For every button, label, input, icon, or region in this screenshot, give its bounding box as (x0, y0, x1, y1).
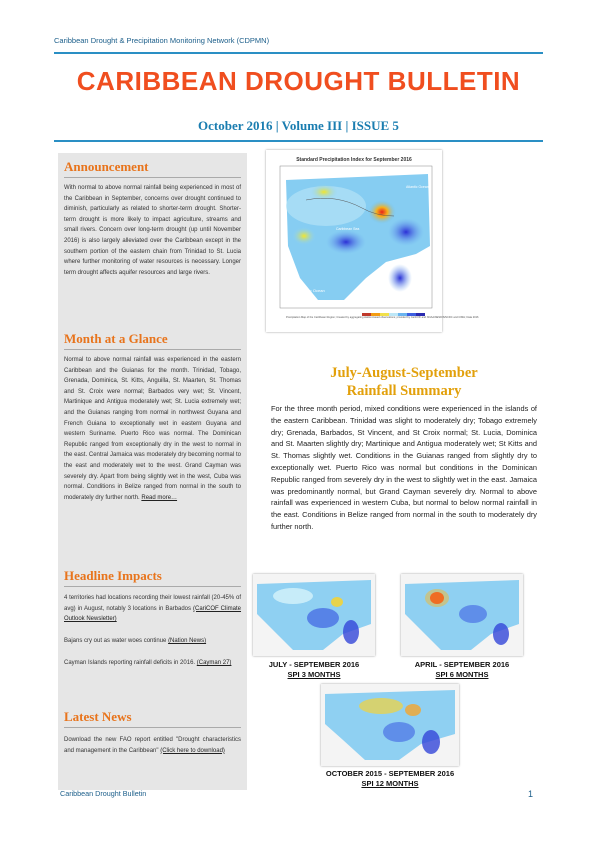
impacts-rule (64, 586, 241, 587)
spi6-caption (394, 660, 530, 680)
atlantic-label: Atlantic Ocean (406, 185, 429, 189)
spi-september-map (266, 150, 479, 332)
nation-news-link[interactable]: (Nation News) (168, 638, 207, 644)
month-heading: Month at a Glance (64, 331, 168, 346)
month-text (64, 355, 241, 503)
rainfall-heading-line-1: July-August-September (330, 365, 478, 381)
rainfall-heading-line-2: Rainfall Summary (346, 383, 462, 399)
spi3-period: JULY - SEPTEMBER 2016 (268, 660, 360, 669)
impact-item-3 (64, 658, 241, 669)
rainfall-summary-heading (266, 364, 542, 400)
impact-2-text: Bajans cry out as water woes continue (64, 638, 167, 644)
bulletin-title: CARIBBEAN DROUGHT BULLETIN (76, 66, 521, 96)
spi-map-graphic (266, 150, 479, 332)
announcement-heading: Announcement (64, 159, 149, 174)
impact-1-text: 4 territories had locations recording their lowest rainfall (20-45% of avg) in August, notably 3 locations in Barbados (64, 595, 241, 612)
impact-item-1 (64, 593, 241, 625)
spi12-period: OCTOBER 2015 - SEPTEMBER 2016 (325, 769, 455, 778)
header-divider (54, 52, 543, 54)
spi6-period: APRIL - SEPTEMBER 2016 (414, 660, 510, 669)
spi12-map-graphic (321, 684, 459, 766)
wet-anomaly-guianas (388, 264, 412, 292)
spi6-map (401, 574, 523, 656)
announcement-rule (64, 177, 241, 178)
month-rule (64, 349, 241, 350)
red-anomaly (368, 200, 396, 224)
wet-anomaly-east (388, 218, 424, 246)
news-body: Download the new FAO report entitled "Drought characteristics and management in the Caribbean" (64, 737, 241, 754)
wet-anomaly-central (326, 230, 366, 254)
impact-item-2 (64, 636, 241, 647)
news-rule (64, 727, 241, 728)
pacific-label: Pacific Ocean (300, 288, 325, 293)
yellow-anomaly (310, 184, 338, 200)
yellow-anomaly-west (292, 227, 316, 245)
announcement-text: With normal to above normal rainfall being experienced in most of the Caribbean in September, concerns over drought continued to diminish, particularly as related to shorter-term drought. Shorter-term drought is more likely to impact agriculture, streams and small rivers. Concern over long-term drought (up until November 2016) is also largely alleviated over the Caribbean except in the southern portion of the eastern chain from Trinidad to St. Lucia where further monitoring of water resources is necessary. Longer term drought affects aquifer resources and large rivers. (64, 185, 241, 276)
news-text (64, 735, 241, 756)
impact-3-text: Cayman Islands reporting rainfall deficits in 2016. (64, 660, 196, 666)
fao-download-link[interactable]: (Click here to download) (160, 747, 225, 754)
spi12-label: SPI 12 MONTHS (361, 779, 419, 788)
spi3-label: SPI 3 MONTHS (287, 670, 341, 679)
spi3-map-graphic (253, 574, 375, 656)
spi3-map (253, 574, 375, 656)
news-heading: Latest News (64, 709, 132, 724)
issue-divider (54, 140, 543, 142)
network-name: Caribbean Drought & Precipitation Monitoring Network (CDPMN) (54, 36, 270, 45)
rainfall-summary-text: For the three month period, mixed conditions were experienced in the islands of the eastern Caribbean. Trinidad was slight to moderately dry; Tobago extremely dry; Grenada, Barbados, St Vincent, and St Croix normal; St. Lucia, Dominica and St. Maarten slightly dry; Martinique and Antigua moderately wet; St Kitts and St. Thomas slightly wet. Conditions in the Guianas ranged from slightly dry to exceptionally wet. Puerto Rico was normal but conditions in the Dominican Republic ranged from severely dry in the west to slightly wet in the east. Jamaica was predominantly normal, but Grand Cayman severely dry. Normal to above rainfall was experienced in western Cuba, but normal to below normal rainfall in the east. Conditions in Belize ranged from normal in the south to moderately dry further north. (271, 404, 537, 531)
caricof-link[interactable]: (CariCOF Climate Outlook Newsletter) (64, 605, 242, 623)
issue-line: October 2016 | Volume III | ISSUE 5 (198, 118, 399, 133)
month-body: Normal to above normal rainfall was experienced in the eastern Caribbean and the Guianas for the month. Trinidad, Tobago, Grenada, Dominica, St. Kitts, Anguilla, St. Maarten, St. Thomas and St. Croix were normal; Barbados very wet; St. Vincent, Martinique and Antigua moderately wet; St. Lucia extremely wet; and the Guianas ranging from normal in northwest Guyana and French Guiana to exceptionally wet in eastern Guyana and western Suriname. Puerto Rico was normal. The Dominican Republic ranged from exceptionally dry in the west to normal in the east. Central Jamaica was moderately dry becoming normal to the east and moderately wet to the west. Grand Cayman was severely dry. Apart from being slightly wet in the west, Cuba was normal. Conditions in Belize ranged from normal in the south to moderately dry further north. (64, 357, 241, 501)
sea-label: Caribbean Sea (336, 227, 360, 231)
spi3-caption (246, 660, 382, 680)
spi6-label: SPI 6 MONTHS (435, 670, 489, 679)
spi12-map (321, 684, 459, 766)
spi-map-caption: Precipitation Map of the Caribbean Region; Created by aggregating station-based observations; provided by CariCOF and NOAA/NESDIS/NCDC and CIMH; Data 2016 (286, 316, 479, 319)
impacts-heading: Headline Impacts (64, 568, 162, 583)
sidebar (58, 153, 247, 790)
page-number: 1 (528, 789, 534, 799)
spi12-caption (302, 769, 478, 789)
read-more-link[interactable]: Read more… (141, 494, 178, 501)
cayman27-link[interactable]: (Cayman 27) (196, 660, 232, 666)
spi6-map-graphic (401, 574, 523, 656)
spi-map-title: Standard Precipitation Index for September 2016 (296, 157, 412, 163)
footer-title: Caribbean Drought Bulletin (60, 789, 147, 798)
